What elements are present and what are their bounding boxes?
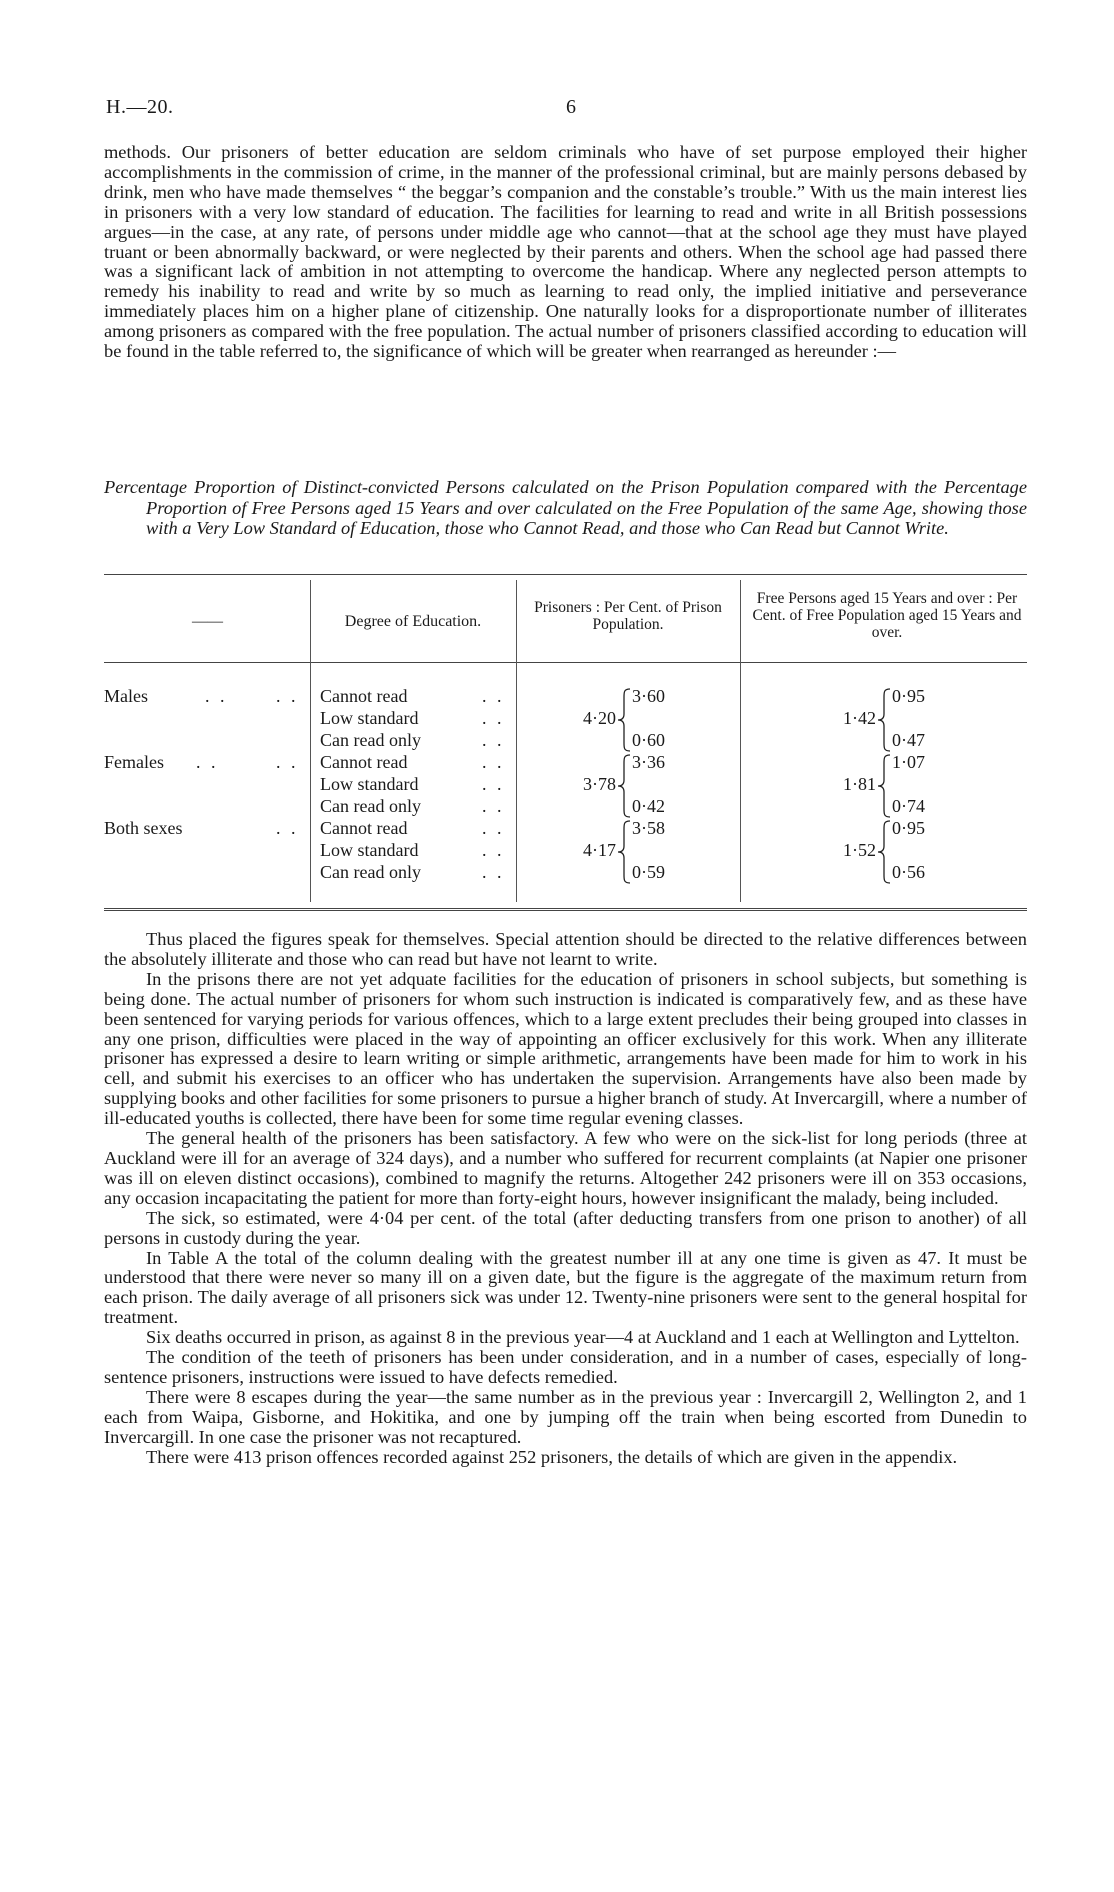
row-label: Low standard: [320, 708, 419, 728]
prisoners-total: 3·78: [583, 774, 616, 794]
free-cannot-read: 1·07: [892, 752, 925, 772]
leader-dots: . .: [276, 686, 299, 706]
table-column-divider: [516, 580, 517, 902]
leader-dots: . .: [482, 796, 505, 816]
table-top-rule: [104, 574, 1027, 575]
row-label: Cannot read: [320, 818, 408, 838]
leader-dots: . .: [482, 730, 505, 750]
left-brace-icon: [617, 688, 631, 752]
prisoners-total: 4·17: [583, 840, 616, 860]
table-column-divider: [740, 580, 741, 902]
table-bottom-rule: [104, 908, 1027, 911]
leader-dots: . .: [482, 818, 505, 838]
row-label: Can read only: [320, 796, 421, 816]
leader-dots: . .: [196, 752, 219, 772]
document-id: H.—20.: [106, 96, 174, 118]
paragraph: There were 413 prison offences recorded against 252 prisoners, the details of which are given in the appendix.: [146, 1446, 958, 1467]
prisoners-total: 4·20: [583, 708, 616, 728]
prisoners-cannot-read: 3·36: [632, 752, 665, 772]
leader-dots: . .: [482, 862, 505, 882]
free-can-read-only: 0·47: [892, 730, 925, 750]
row-label: Can read only: [320, 730, 421, 750]
leader-dots: . .: [482, 686, 505, 706]
paragraph: The sick, so estimated, were 4·04 per cent. of the total (after deducting transfers from one prison to another) of all persons in custody during the year.: [104, 1207, 1027, 1248]
paragraph: Six deaths occurred in prison, as against 8 in the previous year—4 at Auckland and 1 each at Wellington and Lyttelton.: [146, 1327, 1020, 1348]
leader-dots: . .: [276, 752, 299, 772]
page-header: [106, 96, 1026, 126]
prisoners-cannot-read: 3·58: [632, 818, 665, 838]
free-total: 1·42: [843, 708, 876, 728]
paragraph: The general health of the prisoners has been satisfactory. A few who were on the sick-list for long periods (three at Auckland were ill for an average of 324 days), and a number who suffered for recurrent complaints (at Napier one prisoner was ill on eleven distinct occasions), combined to magnify the returns. Altogether 242 prisoners were ill on 353 occasions, any occasion incapacitating the patient for more than forty-eight hours, however insignificant the malady, being included.: [104, 1128, 1027, 1208]
free-can-read-only: 0·74: [892, 796, 925, 816]
intro-text: [104, 143, 1027, 362]
header-degree: Degree of Education.: [344, 613, 482, 630]
leader-dots: . .: [482, 774, 505, 794]
group-label: Females: [104, 752, 164, 772]
free-cannot-read: 0·95: [892, 818, 925, 838]
prisoners-can-read-only: 0·42: [632, 796, 665, 816]
paragraph: In the prisons there are not yet adquate facilities for the education of prisoners in school subjects, but something is being done. The actual number of prisoners for whom such instruction is indicated is comparatively few, and as these have been sentenced for varying periods for various offences, which to a large extent precludes their being grouped into classes in any one prison, difficulties were placed in the way of appointing an officer exclusively for this work. When any illiterate prisoner has expressed a desire to learn writing or simple arithmetic, arrangements have been made for him to work in his cell, and submit his exercises to an officer who has undertaken the supervision. Arrangements have also been made by supplying books and other facilities for some prisoners to pursue a higher branch of study. At Invercargill, where a number of ill-educated youths is collected, there have been for some time regular evening classes.: [104, 968, 1027, 1129]
group-label: Males: [104, 686, 148, 706]
paragraph: The condition of the teeth of prisoners has been under consideration, and in a number of cases, especially of long-sentence prisoners, instructions were issued to have defects remedied.: [104, 1347, 1027, 1387]
paragraph: In Table A the total of the column dealing with the greatest number ill at any one time is given as 47. It must be understood that there were never so many ill on a given date, but the figure is the aggregate of the maximum return from each prison. The daily average of all prisoners sick was under 12. Twenty-nine prisoners were sent to the general hospital for treatment.: [104, 1247, 1027, 1328]
paragraph: Thus placed the figures speak for themselves. Special attention should be directed to the relative differences between the absolutely illiterate and those who can read but have not learnt to write.: [104, 929, 1027, 969]
prisoners-can-read-only: 0·60: [632, 730, 665, 750]
group-label: Both sexes: [104, 818, 183, 838]
left-brace-icon: [877, 688, 891, 752]
row-label: Can read only: [320, 862, 421, 882]
free-can-read-only: 0·56: [892, 862, 925, 882]
leader-dots: . .: [276, 818, 299, 838]
row-label: Low standard: [320, 774, 419, 794]
free-total: 1·81: [843, 774, 876, 794]
leader-dots: . .: [482, 840, 505, 860]
table-column-divider: [310, 580, 311, 902]
header-prisoners: Prisoners : Per Cent. of Prison Population.: [534, 599, 722, 633]
left-brace-icon: [617, 754, 631, 818]
leader-dots: . .: [482, 752, 505, 772]
left-brace-icon: [877, 754, 891, 818]
leader-dots: . .: [205, 686, 228, 706]
left-brace-icon: [617, 820, 631, 884]
row-label: Cannot read: [320, 752, 408, 772]
paragraph: There were 8 escapes during the year—the same number as in the previous year : Invercargill 2, Wellington 2, and 1 each from Waipa, Gisborne, and Hokitika, and one by jumping off the train when being escorted from Dunedin to Invercargill. In one case the prisoner was not recaptured.: [104, 1386, 1027, 1447]
table-header-rule: [104, 662, 1027, 663]
prisoners-can-read-only: 0·59: [632, 862, 665, 882]
row-label: Low standard: [320, 840, 419, 860]
prisoners-cannot-read: 3·60: [632, 686, 665, 706]
leader-dots: . .: [482, 708, 505, 728]
page-number: 6: [566, 96, 576, 118]
left-brace-icon: [877, 820, 891, 884]
header-free: Free Persons aged 15 Years and over : Per Cent. of Free Population aged 15 Years and over.: [752, 590, 1022, 641]
body-text: [104, 930, 1027, 1467]
header-blank: ——: [192, 613, 223, 630]
free-total: 1·52: [843, 840, 876, 860]
free-cannot-read: 0·95: [892, 686, 925, 706]
intro-paragraph: methods. Our prisoners of better education are seldom criminals who have of set purpose employed their higher accomplishments in the commission of crime, in the manner of the professional criminal, but are mainly persons debased by drink, men who have made themselves “ the beggar’s companion and the constable’s trouble.” With us the main interest lies in prisoners with a very low standard of education. The facilities for learning to read and write in all British possessions argues—in the case, at any rate, of persons under middle age who cannot—that at the school age they must have played truant or been abnormally backward, or were neglected by their parents and others. When the school age had passed there was a significant lack of ambition in not attempting to overcome the handicap. Where any neglected person attempts to remedy his inability to read and write by so much as learning to read only, the implied initiative and perseverance immediately places him on a higher plane of citizenship. One naturally looks for a disproportionate number of illiterates among prisoners as compared with the free population. The actual number of prisoners classified according to education will be found in the table referred to, the significance of which will be greater when rearranged as hereunder :—: [104, 142, 1027, 362]
table-caption: Percentage Proportion of Distinct-convicted Persons calculated on the Prison Population compared with the Percentage Proportion of Free Persons aged 15 Years and over calculated on the Free Population of the same Age, showing those with a Very Low Standard of Education, those who Cannot Read, and those who Can Read but Cannot Write.: [104, 477, 1027, 538]
row-label: Cannot read: [320, 686, 408, 706]
